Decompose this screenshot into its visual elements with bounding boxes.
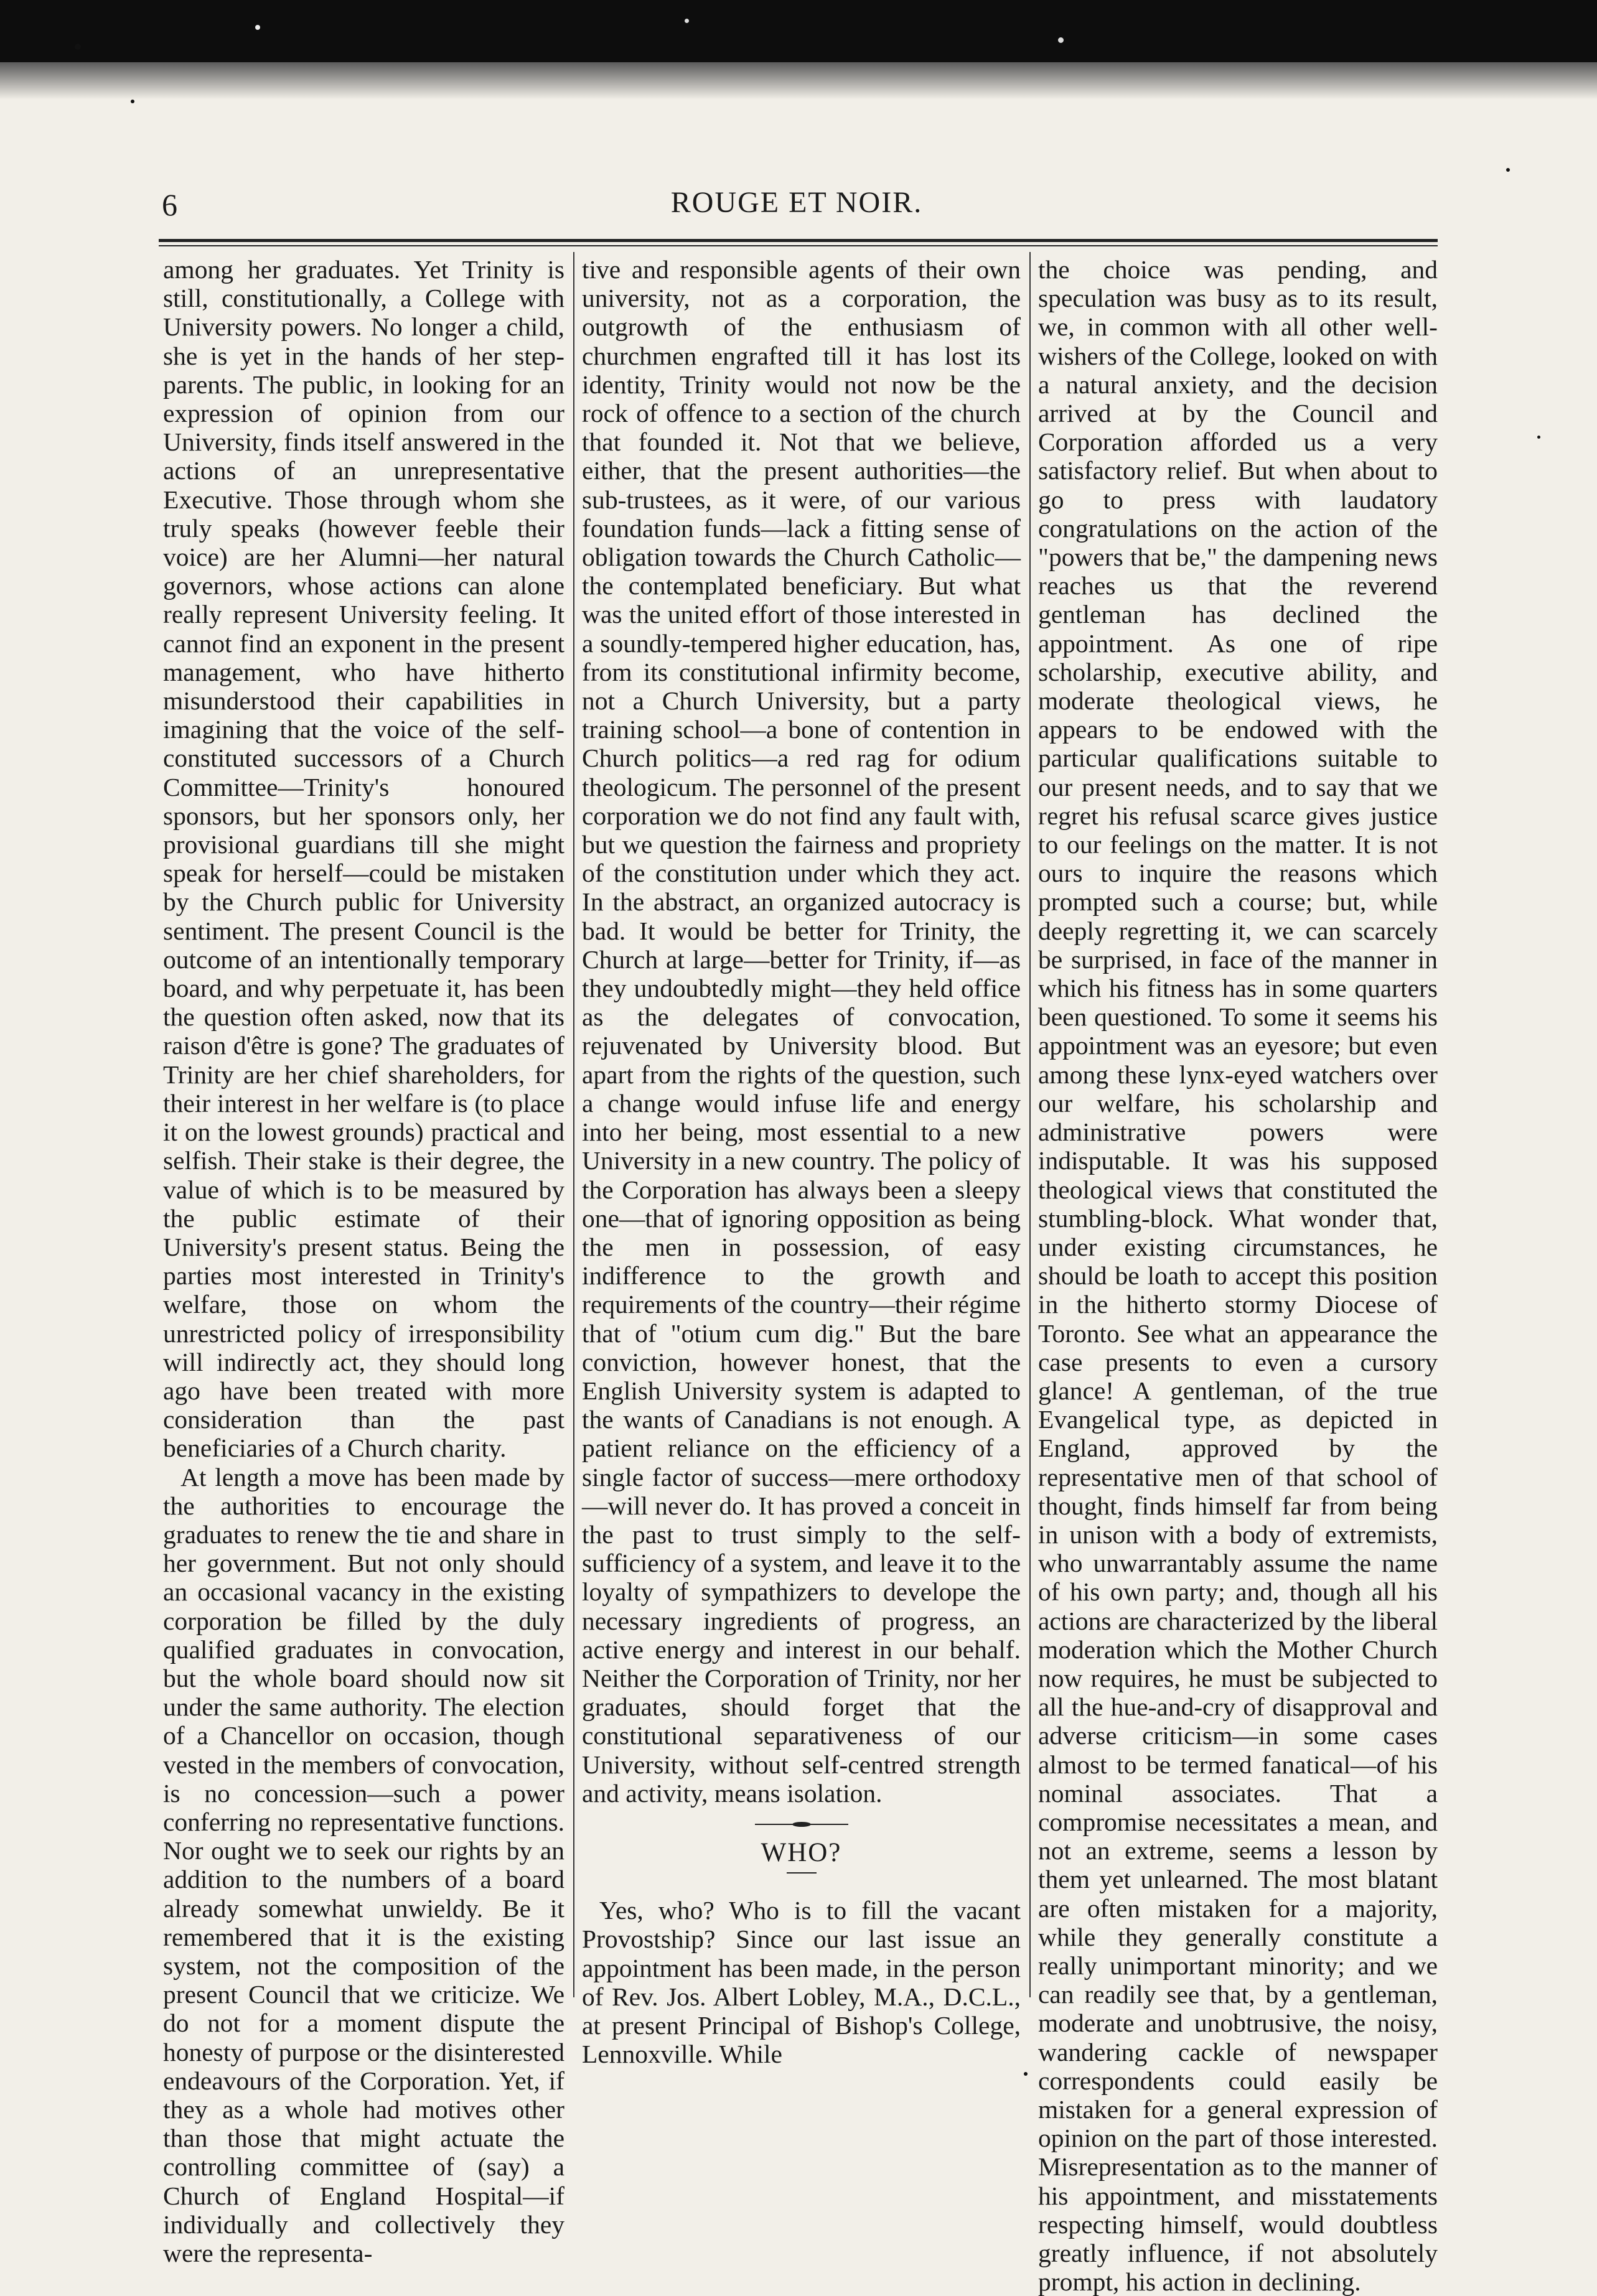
- paragraph: Yes, who? Who is to fill the vacant Provostship? Since our last issue an appointment has been made, in the person of Rev. Jos. Albert Lobley, M.A., D.C.L., at present Principal of Bishop's College, Lennoxville. While: [582, 1896, 1021, 2069]
- section-divider: [755, 1824, 848, 1825]
- scan-speck: [1024, 2072, 1028, 2076]
- article-column-3: [1038, 255, 1438, 2296]
- scan-speck: [685, 19, 689, 23]
- article-column-1: [163, 255, 564, 2268]
- scan-speck: [75, 44, 81, 50]
- paragraph: among her graduates. Yet Trinity is still, constitutionally, a College with University powers. No longer a child, she is yet in the hands of her step-parents. The public, in looking for an expression of opinion from our University, finds itself answered in the actions of an unrepresentative Executive. Those through whom she truly speaks (however feeble their voice) are her Alumni—her natural governors, whose actions can alone really represent University feeling. It cannot find an exponent in the present management, who have hitherto misunderstood their capabilities in imagining that the voice of the self-constituted successors of a Church Committee—Trinity's honoured sponsors, but her sponsors only, her provisional guardians till she might speak for herself—could be mistaken by the Church public for University sentiment. The present Council is the outcome of an intentionally temporary board, and why perpetuate it, has been the question often asked, now that its raison d'être is gone? The graduates of Trinity are her chief shareholders, for their interest in her welfare is (to place it on the lowest grounds) practical and selfish. Their stake is their degree, the value of which is to be measured by the public estimate of their University's present status. Being the parties most interested in Trinity's welfare, those on whom the unrestricted policy of irresponsibility will indirectly act, they should long ago have been treated with more consideration than the past beneficiaries of a Church charity.: [163, 255, 564, 1463]
- scan-shadow: [0, 62, 1597, 100]
- heading-rule: [787, 1872, 817, 1874]
- scan-speck: [255, 25, 260, 30]
- scan-speck: [1058, 37, 1064, 43]
- column-divider: [1029, 252, 1031, 1997]
- section-heading: WHO?: [761, 1837, 842, 1867]
- paragraph: the choice was pending, and speculation was busy as to its result, we, in common with all other well-wishers of the College, looked on with a natural anxiety, and the decision arrived at by the Council and Corporation afforded us a very satisfactory relief. But when about to go to press with laudatory congratulations on the action of the "powers that be," the dampening news reaches us that the reverend gentleman has declined the appointment. As one of ripe scholarship, executive ability, and moderate theological views, he appears to be endowed with the particular qualifications suitable to our present needs, and to say that we regret his refusal scarce gives justice to our feelings on the matter. It is not ours to inquire the reasons which prompted such a course; but, while deeply regretting it, we can scarcely be surprised, in face of the manner in which his fitness has in some quarters been questioned. To some it seems his appointment was an eyesore; but even among these lynx-eyed watchers over our welfare, his scholarship and administrative powers were indisputable. It was his supposed theological views that constituted the stumbling-block. What wonder that, under existing circumstances, he should be loath to accept this position in the hitherto stormy Diocese of Toronto. See what an appearance the case presents to even a cursory glance! A gentleman, of the true Evangelical type, as depicted in England, approved by the representative men of that school of thought, finds himself far from being in unison with a body of extremists, who unwarrantably assume the name of his own party; and, though all his actions are characterized by the liberal moderation which the Mother Church now requires, he must be subjected to all the hue-and-cry of disapproval and adverse criticism—in some cases almost to be termed fanatical—of his nominal associates. That a compromise necessitates a mean, and not an extreme, seems a lesson by them yet unlearned. The most blatant are often mistaken for a majority, while they generally constitute a really unimportant minority; and we can readily see that, by a gentleman, moderate and unobtrusive, the noisy, wandering cackle of newspaper correspondents could easily be mistaken for a general expression of opinion on the part of those interested. Misrepresentation as to the manner of his appointment, and misstatements respecting himself, would doubtless greatly influence, if not absolutely prompt, his action in declining.: [1038, 255, 1438, 2296]
- article-column-2: [582, 255, 1021, 2122]
- publication-title: ROUGE ET NOIR.: [670, 186, 923, 219]
- page-header: [162, 185, 1431, 229]
- scan-speck: [1506, 168, 1510, 172]
- scan-speck: [1537, 436, 1540, 439]
- page-number: 6: [162, 187, 177, 222]
- paragraph: tive and responsible agents of their own university, not as a corporation, the outgrowth of the enthusiasm of churchmen engrafted till it has lost its identity, Trinity would not now be the rock of offence to a section of the church that founded it. Not that we believe, either, that the present authorities—the sub-trustees, as it were, of our various foundation funds—lack a fitting sense of obligation towards the Church Catholic—the contemplated beneficiary. But what was the united effort of those interested in a soundly-tempered higher education, has, from its constitutional infirmity become, not a Church University, but a party training school—a bone of contention in Church politics—a red rag for odium theologicum. The personnel of the present corporation we do not find any fault with, but we question the fairness and propriety of the constitution under which they act. In the abstract, an organized autocracy is bad. It would be better for Trinity, the Church at large—better for Trinity, if—as they undoubtedly might—they held office as the delegates of convocation, rejuvenated by University blood. But apart from the rights of the question, such a change would infuse life and energy into her being, most essential to a new University in a new country. The policy of the Corporation has always been a sleepy one—that of ignoring opposition as being the men in possession, of easy indifference to the growth and requirements of the country—their régime that of "otium cum dig." But the bare conviction, however honest, that the English University system is adapted to the wants of Canadians is not enough. A patient reliance on the efficiency of a single factor of success—mere orthodoxy—will never do. It has proved a conceit in the past to trust simply to the self-sufficiency of a system, and leave it to the loyalty of sympathizers to develope the necessary ingredients of progress, an active energy and interest in our behalf. Neither the Corporation of Trinity, nor her graduates, should forget that the constitutional separativeness of our University, without self-centred strength and activity, means isolation.: [582, 255, 1021, 1808]
- header-rule: [159, 239, 1438, 242]
- scan-dark-edge: [0, 0, 1597, 62]
- scan-speck: [131, 100, 134, 103]
- column-divider: [573, 252, 574, 1997]
- paragraph: At length a move has been made by the authorities to encourage the graduates to renew the tie and share in her government. But not only should an occasional vacancy in the existing corporation be filled by the duly qualified graduates in convocation, but the whole board should now sit under the same authority. The election of a Chancellor on occasion, though vested in the members of convocation, is no concession—such a power conferring no representative functions. Nor ought we to seek our rights by an addition to the numbers of a board already somewhat unwieldy. Be it remembered that it is the existing system, not the composition of the present Council that we criticize. We do not for a moment dispute the honesty of purpose or the disinterested endeavours of the Corporation. Yet, if they as a whole had motives other than those that might actuate the controlling committee of (say) a Church of England Hospital—if individually and collectively they were the representa-: [163, 1462, 564, 2268]
- header-rule: [159, 245, 1438, 246]
